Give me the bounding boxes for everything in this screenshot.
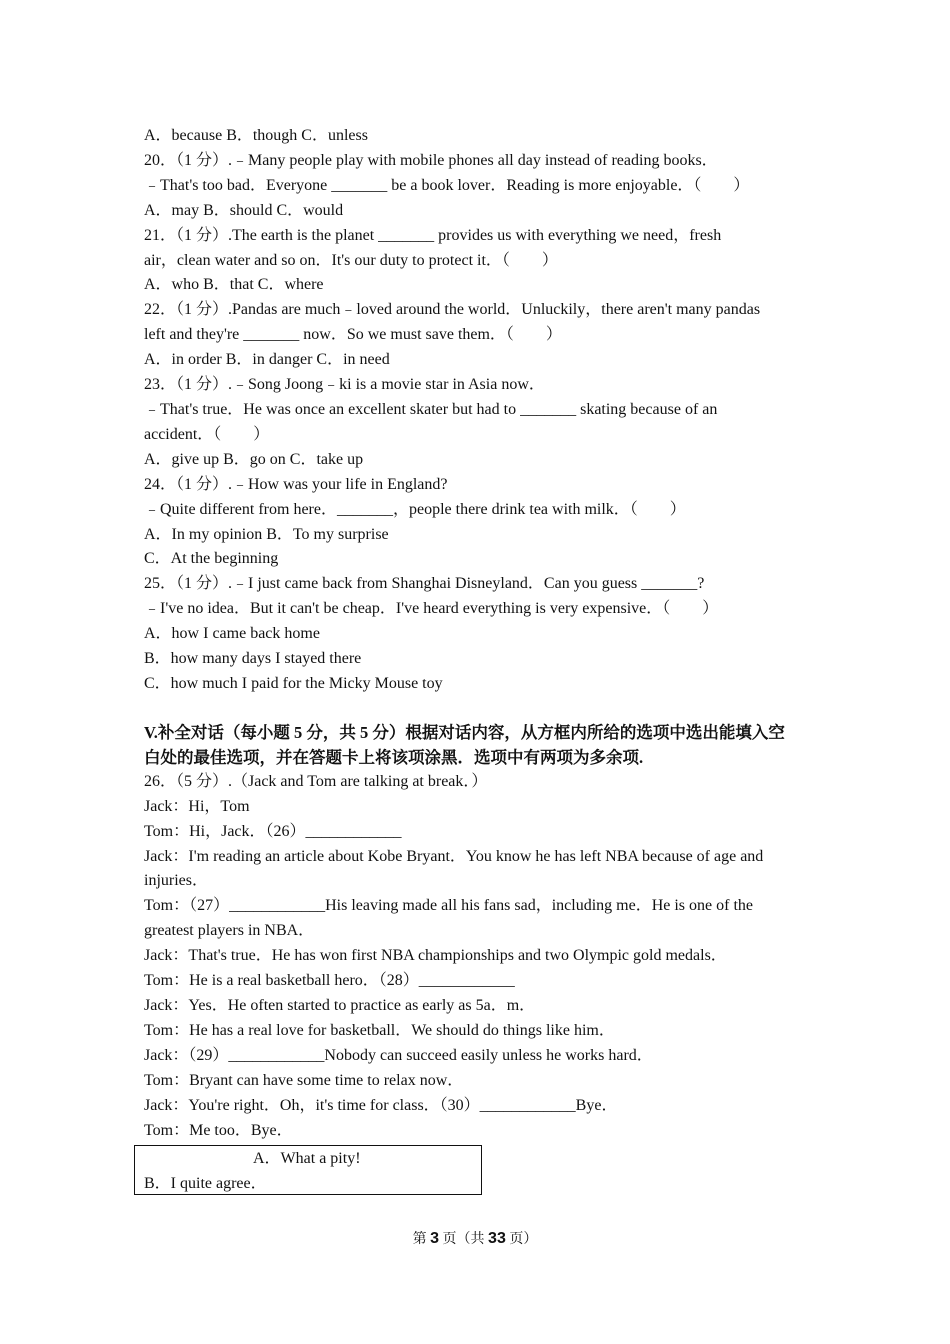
answer-options: A．may B．should C．would: [144, 201, 344, 219]
dialogue-line: Jack：Yes．He often started to practice as early as 5a．m．: [144, 997, 536, 1014]
dialogue-line: Tom：He is a real basketball hero．（28）____________: [144, 972, 515, 990]
text-line: A．because B．though C．unless: [144, 127, 368, 144]
answer-options: A．who B．that C．where: [144, 276, 324, 294]
text-line: ﹣I've no idea．But it can't be cheap．I've heard everything is very expensive．（ ）: [144, 600, 719, 618]
page-footer: [0, 1228, 950, 1251]
answer-options: A．how I came back home: [144, 625, 320, 643]
answer-options: C．At the beginning: [144, 550, 279, 568]
question-25: 25．（1 分）.﹣I just came back from Shanghai Disneyland．Can you guess _______?: [144, 575, 705, 593]
dialogue-line: Jack：（29）____________Nobody can succeed easily unless he works hard．: [144, 1046, 653, 1064]
answer-options: A．In my opinion B．To my surprise: [144, 525, 389, 543]
options-box: [134, 1145, 482, 1195]
question-22: 22．（1 分）.Pandas are much﹣loved around the world．Unluckily，there aren't many pandas: [144, 301, 761, 319]
section-heading-line: 白处的最佳选项，并在答题卡上将该项涂黑．选项中有两项为多余项.: [144, 747, 644, 767]
dialogue-line: Jack：I'm reading an article about Kobe Bryant．You know he has left NBA because of age and: [144, 847, 764, 865]
answer-options: B．how many days I stayed there: [144, 650, 362, 668]
text-line: accident．（ ）: [144, 425, 270, 443]
dialogue-line: Tom：Hi，Jack．（26）____________: [144, 822, 402, 840]
footer-prefix: 第: [412, 1232, 431, 1247]
dialogue-line: greatest players in NBA．: [144, 922, 315, 940]
option-b: B．I quite agree．: [144, 1175, 267, 1192]
text-line: ﹣That's too bad．Everyone _______ be a book lover．Reading is more enjoyable．（ ）: [144, 176, 750, 194]
text-line: left and they're _______ now．So we must save them．（ ）: [144, 326, 562, 344]
answer-options: A．give up B．go on C．take up: [144, 450, 364, 468]
dialogue-line: Jack：You're right．Oh，it's time for class．（30）____________Bye．: [144, 1096, 618, 1114]
dialogue-line: Tom：（27）____________His leaving made all his fans sad，including me．He is one of the: [144, 897, 754, 915]
dialogue-line: Tom：He has a real love for basketball．We should do things like him．: [144, 1021, 615, 1039]
text-line: ﹣That's true．He was once an excellent skater but had to _______ skating because of an: [144, 400, 718, 418]
page-number: 3: [430, 1230, 440, 1247]
text-line: ﹣Quite different from here．_______，people there drink tea with milk．（ ）: [144, 500, 686, 518]
section-heading: [144, 720, 804, 770]
option-a: A．What a pity!: [253, 1150, 361, 1167]
answer-options: A．in order B．in danger C．in need: [144, 351, 390, 369]
question-26: 26．（5 分）.（Jack and Tom are talking at break．）: [144, 772, 488, 790]
footer-middle: 页（共: [439, 1232, 489, 1247]
dialogue-line: Jack：That's true．He has won first NBA championships and two Olympic gold medals．: [144, 947, 727, 965]
answer-options: C．how much I paid for the Micky Mouse toy: [144, 674, 443, 692]
exam-page-content: [144, 124, 804, 1143]
footer-suffix: 页）: [505, 1232, 538, 1247]
question-23: 23．（1 分）.﹣Song Joong﹣ki is a movie star in Asia now．: [144, 376, 545, 394]
dialogue-line: Tom：Me too．Bye．: [144, 1121, 293, 1139]
dialogue-block: [144, 770, 804, 1144]
question-24: 24．（1 分）.﹣How was your life in England?: [144, 475, 448, 493]
question-21: 21．（1 分）.The earth is the planet _______ provides us with everything we need，fresh: [144, 226, 722, 244]
dialogue-line: Jack：Hi，Tom: [144, 797, 250, 815]
text-line: air，clean water and so on．It's our duty to protect it．（ ）: [144, 251, 558, 269]
question-20: 20．（1 分）.﹣Many people play with mobile phones all day instead of reading books．: [144, 151, 718, 169]
section-heading-line: V.补全对话（每小题 5 分，共 5 分）根据对话内容，从方框内所给的选项中选出能填入空: [144, 722, 785, 742]
dialogue-line: Tom：Bryant can have some time to relax now．: [144, 1071, 464, 1089]
questions-block: [144, 124, 804, 697]
dialogue-line: injuries．: [144, 872, 208, 890]
spacer: [144, 697, 804, 720]
total-pages: 33: [488, 1230, 506, 1247]
